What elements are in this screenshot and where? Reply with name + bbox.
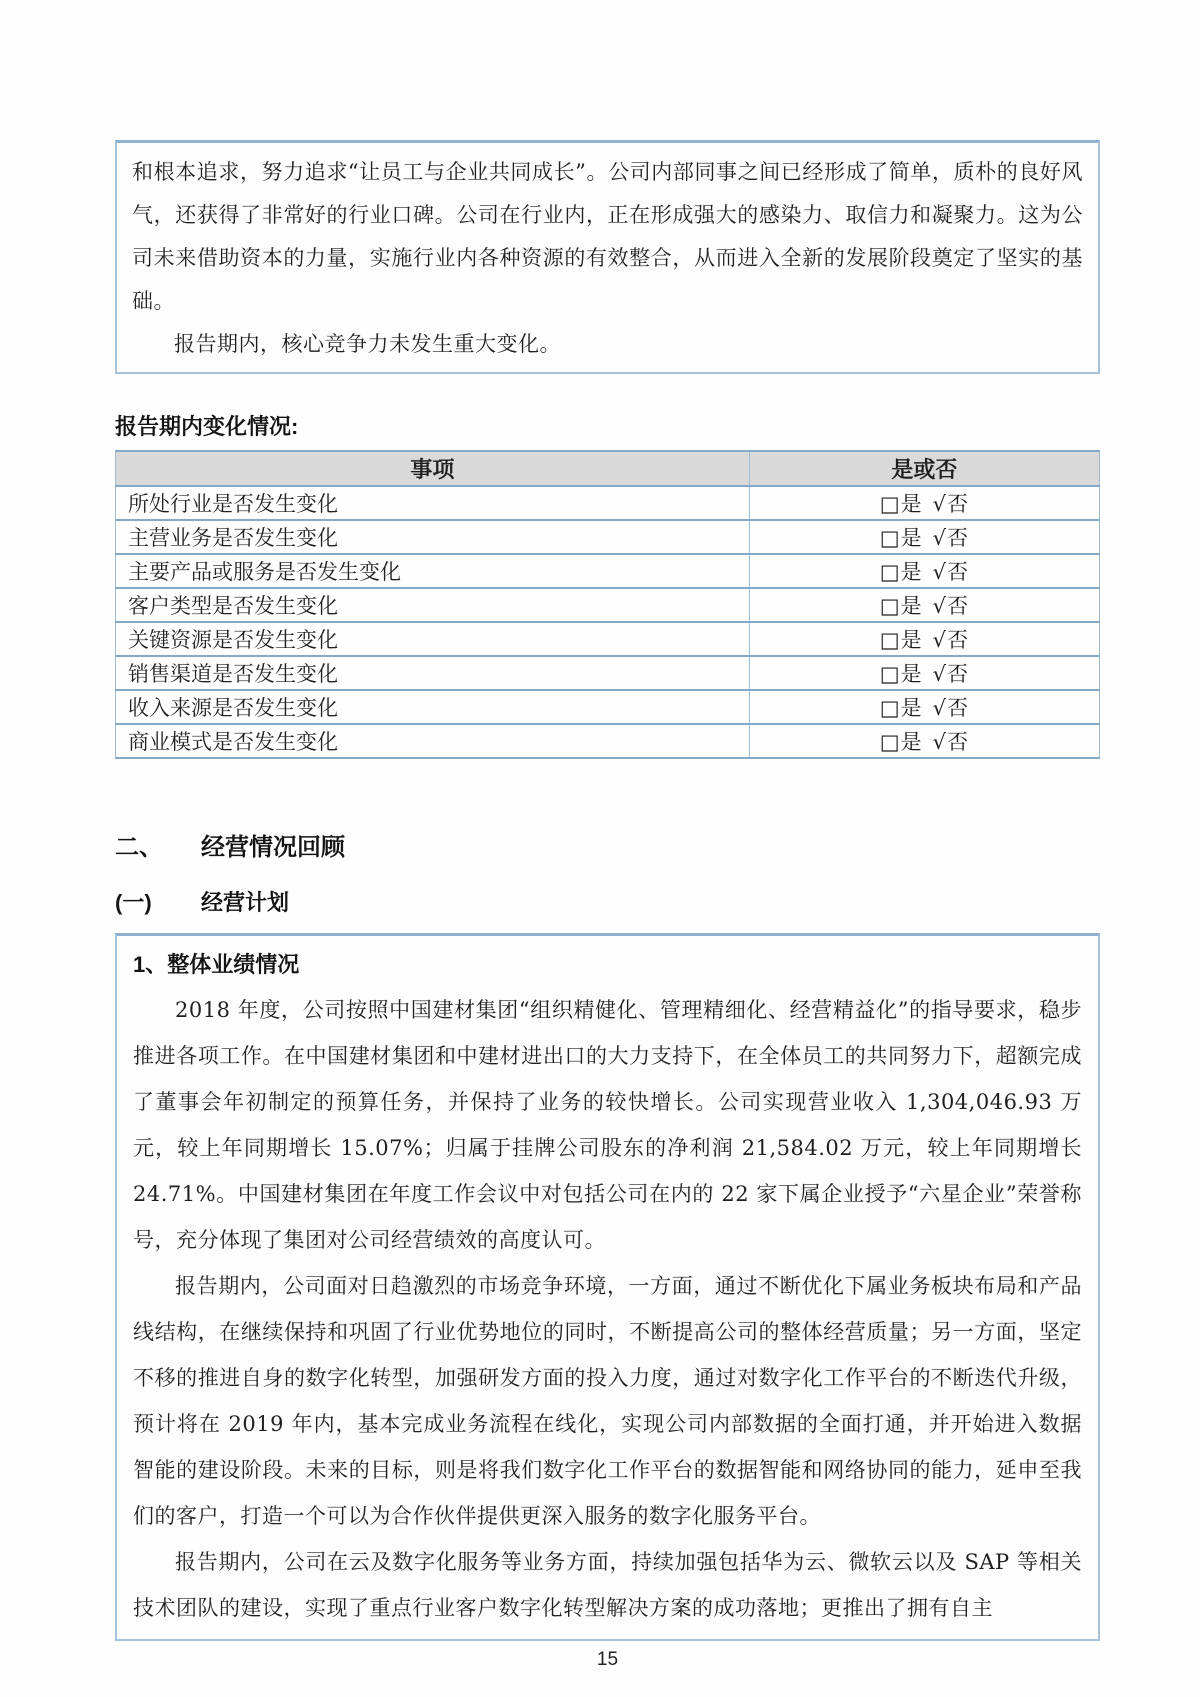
table-row	[116, 554, 1100, 588]
yes-label: 是	[900, 696, 923, 720]
checkbox-unchecked-icon: □	[879, 696, 901, 720]
yes-label: 是	[900, 628, 923, 652]
yesno-cell	[749, 486, 1099, 520]
no-label: 否	[946, 594, 969, 618]
item-cell: 销售渠道是否发生变化	[116, 656, 750, 690]
yesno-cell	[749, 656, 1099, 690]
yesno-cell	[749, 690, 1099, 724]
yes-label: 是	[900, 560, 923, 584]
check-icon: √	[932, 526, 947, 550]
yes-label: 是	[900, 594, 923, 618]
check-icon: √	[932, 560, 947, 584]
changes-table	[115, 450, 1100, 759]
table-header-row	[116, 451, 1100, 486]
item-cell: 收入来源是否发生变化	[116, 690, 750, 724]
content-column	[115, 0, 1100, 1671]
no-label: 否	[946, 526, 969, 550]
table-row	[116, 622, 1100, 656]
subsection-title: 经营计划	[201, 890, 290, 915]
core-competitiveness-box	[115, 140, 1100, 374]
no-label: 否	[946, 628, 969, 652]
table-row	[116, 690, 1100, 724]
checkbox-unchecked-icon: □	[879, 526, 901, 550]
checkbox-unchecked-icon: □	[879, 492, 901, 516]
subsection-number-label: (一)	[115, 890, 152, 915]
item-cell: 关键资源是否发生变化	[116, 622, 750, 656]
check-icon: √	[932, 730, 947, 754]
overall-performance-box	[115, 933, 1100, 1641]
check-icon: √	[932, 662, 947, 686]
header-cell-item: 事项	[116, 451, 750, 486]
table-row	[116, 486, 1100, 520]
yes-label: 是	[900, 730, 923, 754]
page-number: 15	[596, 1649, 619, 1670]
header-cell-yesno: 是或否	[749, 451, 1099, 486]
check-icon: √	[932, 594, 947, 618]
table-row	[116, 588, 1100, 622]
item-cell: 主营业务是否发生变化	[116, 520, 750, 554]
checkbox-unchecked-icon: □	[879, 662, 901, 686]
check-icon: √	[932, 628, 947, 652]
item-cell: 主要产品或服务是否发生变化	[116, 554, 750, 588]
intro-paragraph: 报告期内，核心竞争力未发生重大变化。	[174, 332, 561, 356]
table-row	[116, 520, 1100, 554]
no-label: 否	[946, 730, 969, 754]
yesno-cell	[749, 588, 1099, 622]
intro-paragraph: 和根本追求，努力追求“让员工与企业共同成长”。公司内部同事之间已经形成了简单，质朴的良好风气，还获得了非常好的行业口碑。公司在行业内，正在形成强大的感染力、取信力和凝聚力。这为公司未来借助资本的力量，实施行业内各种资源的有效整合，从而进入全新的发展阶段奠定了坚实的基础。	[132, 160, 1083, 313]
yesno-cell	[749, 724, 1099, 758]
checkbox-unchecked-icon: □	[879, 560, 901, 584]
check-icon: √	[932, 492, 947, 516]
checkbox-unchecked-icon: □	[879, 594, 901, 618]
changes-section-heading: 报告期内变化情况:	[115, 414, 299, 439]
yes-label: 是	[900, 662, 923, 686]
checkbox-unchecked-icon: □	[879, 730, 901, 754]
performance-paragraph: 报告期内，公司面对日趋激烈的市场竞争环境，一方面，通过不断优化下属业务板块布局和产品线结构，在继续保持和巩固了行业优势地位的同时，不断提高公司的整体经营质量；另一方面，坚定不移的推进自身的数字化转型，加强研发方面的投入力度，通过对数字化工作平台的不断迭代升级，预计将在 2019 年内，基本完成业务流程在线化，实现公司内部数据的全面打通，并开始进入数据智能的建设阶段。未来的目标，则是将我们数字化工作平台的数据智能和网络协同的能力，延申至我们的客户，打造一个可以为合作伙伴提供更深入服务的数字化服务平台。	[133, 1274, 1082, 1528]
performance-heading: 1、整体业绩情况	[133, 952, 300, 977]
table-row	[116, 656, 1100, 690]
yesno-cell	[749, 554, 1099, 588]
no-label: 否	[946, 696, 969, 720]
section-heading-business-review	[115, 827, 1100, 862]
checkbox-unchecked-icon: □	[879, 628, 901, 652]
item-cell: 客户类型是否发生变化	[116, 588, 750, 622]
section-number-label: 二、	[115, 834, 163, 861]
no-label: 否	[946, 662, 969, 686]
check-icon: √	[932, 696, 947, 720]
yes-label: 是	[900, 492, 923, 516]
subsection-heading-business-plan	[115, 886, 1100, 917]
yesno-cell	[749, 622, 1099, 656]
yesno-cell	[749, 520, 1099, 554]
no-label: 否	[946, 492, 969, 516]
item-cell: 所处行业是否发生变化	[116, 486, 750, 520]
performance-paragraph: 2018 年度，公司按照中国建材集团“组织精健化、管理精细化、经营精益化”的指导要求，稳步推进各项工作。在中国建材集团和中建材进出口的大力支持下，在全体员工的共同努力下，超额完成了董事会年初制定的预算任务，并保持了业务的较快增长。公司实现营业收入 1,304,046.93 万元，较上年同期增长 15.07%；归属于挂牌公司股东的净利润 21,584.02 万元，较上年同期增长 24.71%。中国建材集团在年度工作会议中对包括公司在内的 22 家下属企业授予“六星企业”荣誉称号，充分体现了集团对公司经营绩效的高度认可。	[133, 998, 1082, 1252]
performance-paragraph: 报告期内，公司在云及数字化服务等业务方面，持续加强包括华为云、微软云以及 SAP 等相关技术团队的建设，实现了重点行业客户数字化转型解决方案的成功落地；更推出了拥有自主	[133, 1550, 1082, 1620]
yes-label: 是	[900, 526, 923, 550]
item-cell: 商业模式是否发生变化	[116, 724, 750, 758]
section-title: 经营情况回顾	[201, 834, 345, 861]
no-label: 否	[946, 560, 969, 584]
table-row	[116, 724, 1100, 758]
